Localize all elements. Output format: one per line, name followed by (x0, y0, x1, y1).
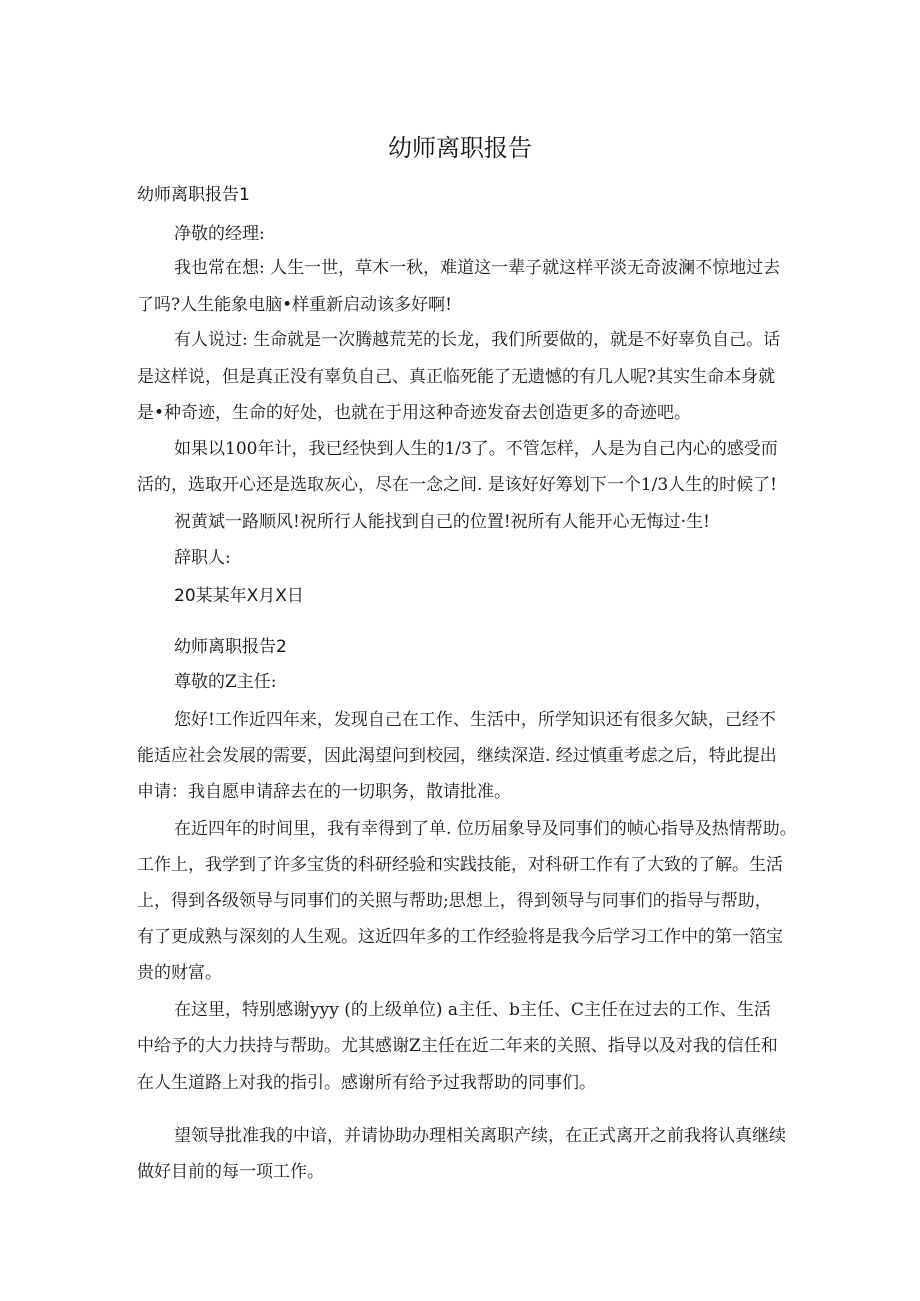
report1-line: 如果以100年计，我已经快到人生的1/3了。不管怎样，人是为自己内心的感受而 (174, 439, 778, 459)
report1-heading: 幼师离职报告1 (137, 185, 250, 205)
report1-line: 活的，选取开心还是选取灰心，尽在一念之间. 是该好好筹划下一个1/3人生的时候了! (137, 475, 777, 495)
report2-line: 做好目前的每一项工作。 (137, 1162, 324, 1182)
report2-line: 能适应社会发展的需要，因此渴望问到校园，继续深造. 经过慎重考虑之后，特此提出 (137, 746, 777, 766)
report1-line: 祝黄斌一路顺风!祝所行人能找到自己的位置!祝所有人能开心无悔过·生! (174, 512, 710, 532)
report2-line: 有了更成熟与深刻的人生观。这近四年多的工作经验将是我今后学习工作中的第一箔宝 (137, 927, 783, 947)
report2-line: 上，得到各级领导与同事们的关照与帮助;思想上，得到领导与同事们的指导与帮助， (137, 891, 772, 911)
report1-line: 是这样说，但是真正没有辜负自己、真正临死能了无遗憾的有几人呢?其实生命本身就 (137, 367, 776, 387)
report2-line: 望领导批准我的中谙，并请协助办理相关离职产续，在正式离开之前我将认真继续 (174, 1126, 786, 1146)
report1-salutation: 净敬的经理: (174, 224, 265, 244)
report1-line: 是•种奇迹，生命的好处，也就在于用这种奇迹发奋去创造更多的奇迹吧。 (137, 403, 692, 423)
report2-line: 申请：我自愿申请辞去在的一切职务，散请批准。 (137, 782, 511, 802)
report1-date: 20某某年X月X日 (174, 586, 304, 606)
report2-heading: 幼师离职报告2 (174, 637, 287, 657)
report1-line: 有人说过: 生命就是一次腾越荒芜的长龙，我们所要做的，就是不好辜负自己。话 (174, 330, 781, 350)
report2-line: 您好!工作近四年来，发现自己在工作、生活中，所学知识还有很多欠缺，己经不 (174, 710, 776, 730)
report2-line: 在人生道路上对我的指引。感谢所有给予过我帮助的同事们。 (137, 1073, 596, 1093)
report1-line: 我也常在想: 人生一世，草木一秋，难道这一辈子就这样平淡无奇波澜不惊地过去 (174, 258, 781, 278)
report1-line: 了吗?人生能象电脑•样重新启动该多好啊! (137, 295, 452, 315)
report2-line: 中给予的大力扶持与帮助。尤其感谢Z主任在近二年来的关照、指导以及对我的信任和 (137, 1036, 778, 1056)
report2-line: 工作上，我学到了许多宝货的科研经验和实践技能，对科研工作有了大致的了解。生活 (137, 855, 783, 875)
report2-line: 在这里，特别感谢yyy (的上级单位) a主任、b主任、C主任在过去的工作、生活 (174, 1000, 771, 1020)
report2-line: 在近四年的时间里，我有幸得到了单. 位历届象导及同事们的帧心指导及热情帮助。 (174, 819, 797, 839)
document-title: 幼师离职报告 (388, 134, 532, 162)
report1-signature: 辞职人: (174, 548, 231, 568)
report2-salutation: 尊敬的Z主任: (174, 672, 277, 692)
report2-line: 贵的财富。 (137, 963, 222, 983)
